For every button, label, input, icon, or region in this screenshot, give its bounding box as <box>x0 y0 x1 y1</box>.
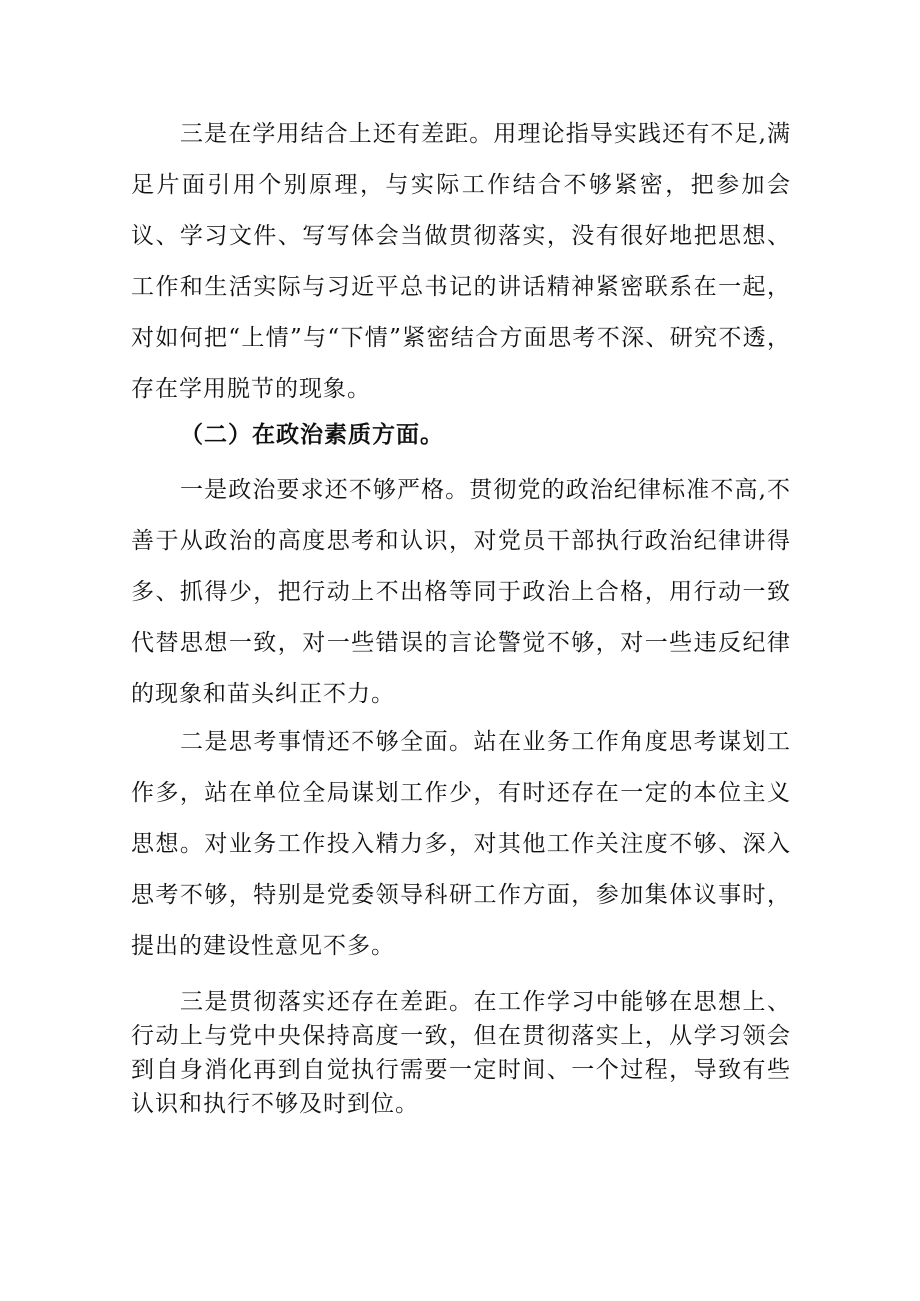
paragraph-thinking-comprehensiveness: 二是思考事情还不够全面。站在业务工作角度思考谋划工作多，站在单位全局谋划工作少，有时还存在一定的本位主义思想。对业务工作投入精力多，对其他工作关注度不够、深入思考不够，特别是党委领导科研工作方面，参加集体议事时，提出的建设性意见不多。 <box>131 729 791 959</box>
section-heading-political-quality: （二）在政治素质方面。 <box>180 421 444 448</box>
paragraph-study-application-gap: 三是在学用结合上还有差距。用理论指导实践还有不足,满足片面引用个别原理，与实际工作结合不够紧密，把参加会议、学习文件、写写体会当做贯彻落实，没有很好地把思想、工作和生活实际与习近平总书记的讲话精神紧密联系在一起，对如何把“上情”与“下情”紧密结合方面思考不深、研究不透，存在学用脱节的现象。 <box>131 121 791 402</box>
paragraph-political-requirements: 一是政治要求还不够严格。贯彻党的政治纪律标准不高,不善于从政治的高度思考和认识，对党员干部执行政治纪律讲得多、抓得少，把行动上不出格等同于政治上合格，用行动一致代替思想一致，对一些错误的言论警觉不够，对一些违反纪律的现象和苗头纠正不力。 <box>131 477 791 707</box>
paragraph-implementation-gap: 三是贯彻落实还存在差距。在工作学习中能够在思想上、行动上与党中央保持高度一致，但在贯彻落实上，从学习领会到自身消化再到自觉执行需要一定时间、一个过程，导致有些认识和执行不够及时到位。 <box>131 989 791 1117</box>
